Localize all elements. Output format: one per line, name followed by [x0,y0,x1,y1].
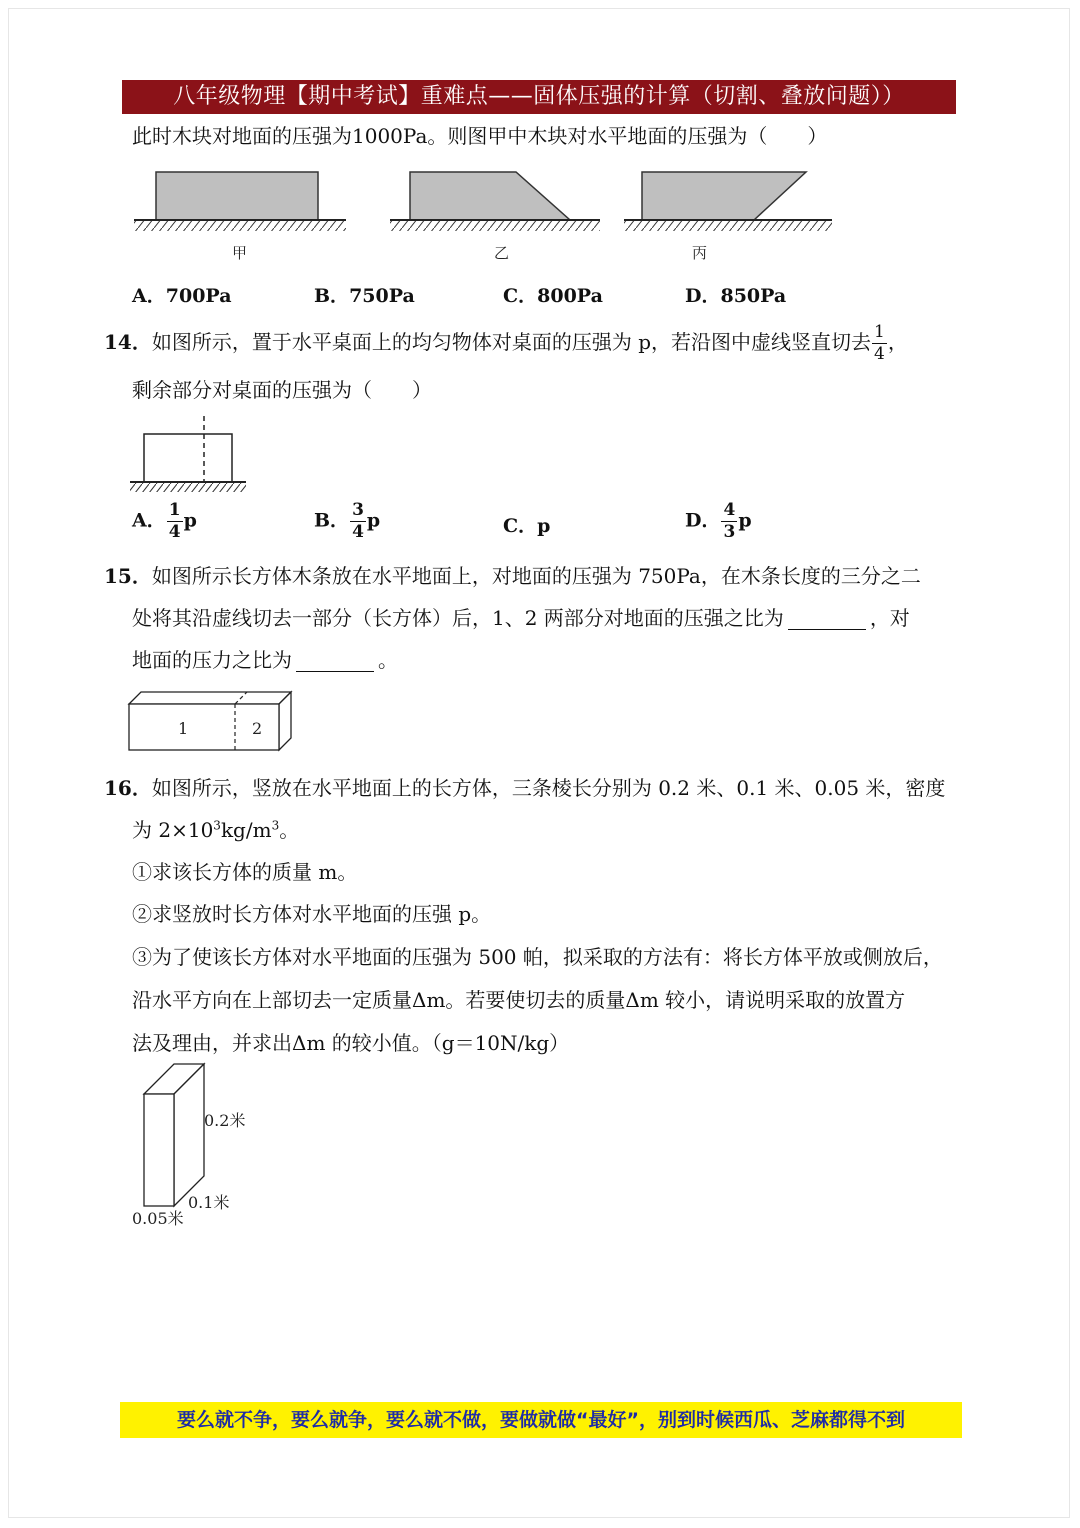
q16-sub3-line3: 法及理由，并求出Δm 的较小值。（g＝10N/kg） [132,1031,570,1055]
q16-dim-height: 0.2米 [204,1111,246,1130]
q13-stem: 此时木块对地面的压强为1000Pa。则图甲中木块对水平地面的压强为（ ） [132,124,828,148]
q16-sub3-line2: 沿水平方向在上部切去一定质量Δm。若要使切去的质量Δm 较小，请说明采取的放置方 [132,988,906,1012]
q15-line2: 处将其沿虚线切去一部分（长方体）后，1、2 两部分对地面的压强之比为 ，对 [132,606,910,630]
q13-option-d: D．850Pa [685,285,787,307]
q13-figure-yi [386,168,606,268]
page-title-banner: 八年级物理【期中考试】重难点——固体压强的计算（切割、叠放问题）） [122,80,956,114]
q14-fraction: $\frac{1}{4}$ [874,322,885,364]
q13-option-b: B．750Pa [314,285,415,307]
q16-line2: 为 $2\times 10^3kg/m^3$。 [132,818,300,842]
q13-option-a: A．700Pa [132,285,232,307]
q13-figure-jia [130,168,350,268]
q16-dim-width: 0.05米 [132,1209,184,1228]
q16-sub2: ②求竖放时长方体对水平地面的压强 p。 [132,902,492,926]
q14-block [144,434,232,482]
q15-part-1-label: 1 [178,719,189,738]
footer-motto: 要么就不争，要么就争，要么就不做，要做就做“最好”，别到时候西瓜、芝麻都得不到 [120,1402,962,1438]
q13-option-c: C．800Pa [503,285,603,307]
q13-block-yi [410,172,570,220]
q14-line2: 剩余部分对桌面的压强为（ ） [132,378,432,402]
q13-block-bing [642,172,806,220]
q13-label-jia: 甲 [232,244,248,262]
q13-block-jia [156,172,318,220]
q16-line1: 16．如图所示，竖放在水平地面上的长方体，三条棱长分别为 0.2 米、0.1 米、0.05 米，密度 [104,776,946,800]
q15-blank-1[interactable] [788,611,866,630]
q14-option-b: B． $\frac{3}{4}$ p [314,500,381,542]
q16-figure [130,1060,260,1232]
q13-label-bing: 丙 [692,244,708,262]
q16-sub1: ①求该长方体的质量 m。 [132,860,358,884]
q15-figure [126,688,296,754]
q16-sub3-line1: ③为了使该长方体对水平地面的压强为 500 帕，拟采取的方法有：将长方体平放或侧放后， [132,945,943,969]
q15-line1: 15．如图所示长方体木条放在水平地面上，对地面的压强为 750Pa，在木条长度的三分之二 [104,564,921,588]
q14-option-d: D． $\frac{4}{3}$ p [685,500,752,542]
q13-figure-bing [620,168,840,268]
q13-label-yi: 乙 [494,244,510,262]
q15-part-2-label: 2 [252,719,263,738]
q16-dim-depth: 0.1米 [188,1193,230,1212]
q16-cuboid [144,1094,174,1206]
q15-line3: 地面的压力之比为 。 [132,648,398,672]
q14-option-c: C．p [503,515,551,537]
q14-line1: 14．如图所示，置于水平桌面上的均匀物体对桌面的压强为 p，若沿图中虚线竖直切去 $\frac{1}{4}$ ， [104,322,908,364]
q14-figure [128,412,252,496]
q14-option-a: A． $\frac{1}{4}$ p [132,500,197,542]
q15-blank-2[interactable] [296,653,374,672]
